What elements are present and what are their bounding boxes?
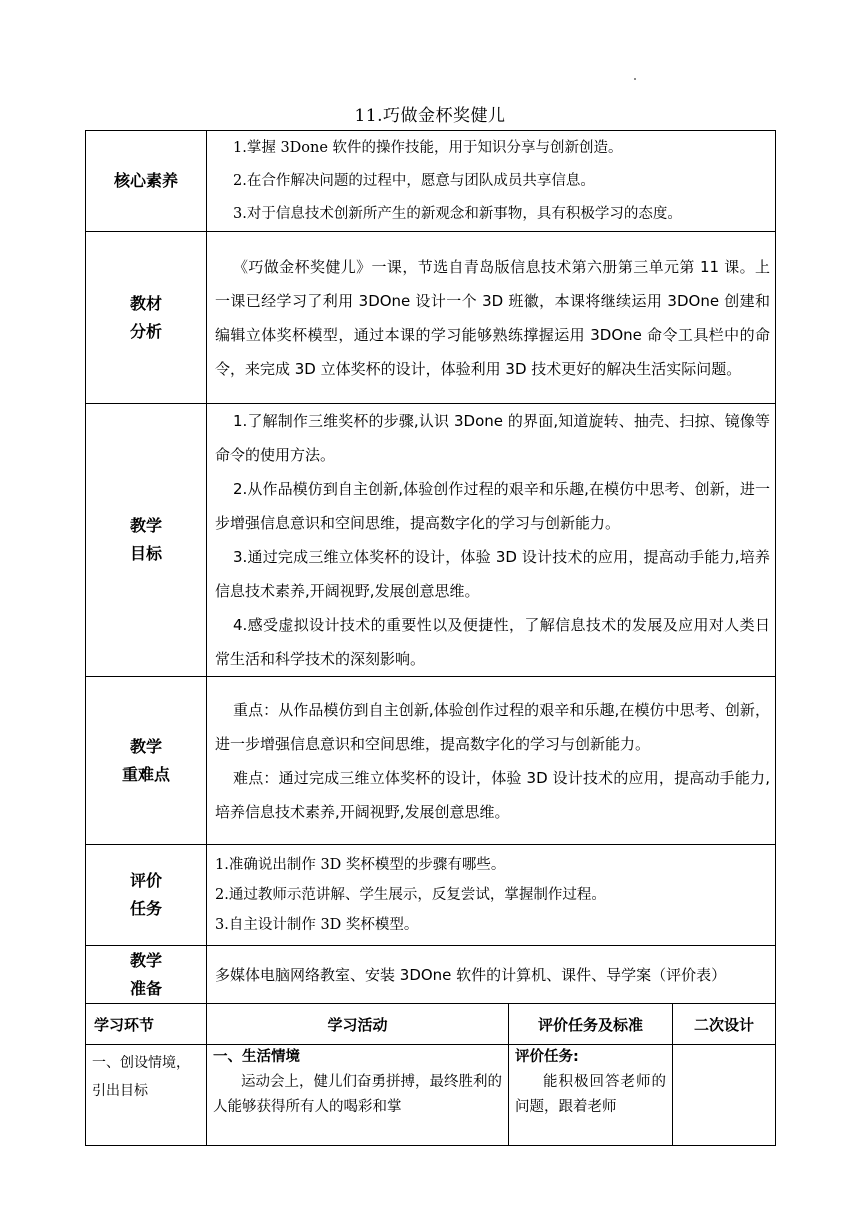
content-preparation xyxy=(207,946,776,1004)
row-preparation xyxy=(86,946,776,1004)
list-item: 重点：从作品模仿到自主创新,体验创作过程的艰辛和乐趣,在模仿中思考、创新，进一步增强信息意识和空间思维，提高数字化的学习与创新能力。 xyxy=(215,700,770,753)
label-line: 评价 xyxy=(129,871,162,890)
list-item: 3.对于信息技术创新所产生的新观念和新事物，具有积极学习的态度。 xyxy=(233,205,682,222)
stage-cell: 一、创设情境，引出目标 xyxy=(86,1045,207,1146)
list-item: 2.在合作解决问题的过程中，愿意与团队成员共享信息。 xyxy=(233,172,595,189)
paragraph: 多媒体电脑网络教室、安装 3DOne 软件的计算机、课件、导学案（评价表） xyxy=(215,965,727,984)
activity-cell xyxy=(207,1045,509,1146)
label-teaching-goals xyxy=(86,404,207,677)
list-item: 1.了解制作三维奖杯的步骤,认识 3Done 的界面,知道旋转、抽壳、扫掠、镜像等命令的使用方法。 xyxy=(215,412,770,464)
process-row xyxy=(86,1045,776,1146)
label-core-literacy xyxy=(86,131,207,232)
list-item: 难点：通过完成三维立体奖杯的设计，体验 3D 设计技术的应用，提高动手能力,培养信息技术素养,开阔视野,发展创意思维。 xyxy=(215,768,770,821)
label-line: 分析 xyxy=(129,321,162,341)
paragraph: 《巧做金杯奖健儿》一课，节选自青岛版信息技术第六册第三单元第 11 课。上一课已经学习了利用 3DOne 设计一个 3D 班徽，本课将继续运用 3DOne 创建和编辑立体奖杯模型，通过本课的学习能够熟练撑握运用 3DOne 命令工具栏中的命令，来完成 3D 立体奖杯的设计，体验利用 3D 技术更好的解决生活实际问题。 xyxy=(215,257,770,378)
label-line: 核心素养 xyxy=(113,171,178,190)
list-item: 2.从作品模仿到自主创新,体验创作过程的艰辛和乐趣,在模仿中思考、创新，进一步增强信息意识和空间思维，提高数字化的学习与创新能力。 xyxy=(215,480,770,532)
content-core-literacy xyxy=(207,131,776,232)
process-table xyxy=(85,1003,776,1146)
activity-title: 一、生活情境 xyxy=(213,1049,300,1065)
list-item: 2.通过教师示范讲解、学生展示，反复尝试，掌握制作过程。 xyxy=(215,887,606,903)
content-key-difficulty xyxy=(207,677,776,845)
label-material-analysis xyxy=(86,232,207,404)
header-activity: 学习活动 xyxy=(207,1004,509,1045)
header-evaluation: 评价任务及标准 xyxy=(509,1004,673,1045)
row-key-difficulty xyxy=(86,677,776,845)
label-preparation xyxy=(86,946,207,1004)
page-title: 11.巧做金杯奖健儿 xyxy=(354,106,506,126)
header-stage: 学习环节 xyxy=(86,1004,207,1045)
row-material-analysis xyxy=(86,232,776,404)
label-line: 教材 xyxy=(129,293,162,313)
list-item: 3.自主设计制作 3D 奖杯模型。 xyxy=(215,917,419,933)
content-evaluation-tasks xyxy=(207,845,776,946)
label-line: 任务 xyxy=(129,899,162,918)
list-item: 1.掌握 3Done 软件的操作技能，用于知识分享与创新创造。 xyxy=(233,139,623,156)
evaluation-title: 评价任务: xyxy=(515,1049,579,1065)
label-line: 教学 xyxy=(129,516,162,535)
process-header-row xyxy=(86,1004,776,1045)
list-item: 4.感受虚拟设计技术的重要性以及便捷性，了解信息技术的发展及应用对人类日常生活和科学技术的深刻影响。 xyxy=(215,616,770,668)
label-line: 目标 xyxy=(129,544,162,563)
row-teaching-goals xyxy=(86,404,776,677)
row-evaluation-tasks xyxy=(86,845,776,946)
label-line: 准备 xyxy=(129,978,162,998)
label-line: 教学 xyxy=(129,736,162,756)
evaluation-cell xyxy=(509,1045,673,1146)
list-item: 3.通过完成三维立体奖杯的设计，体验 3D 设计技术的应用，提高动手能力,培养信息技术素养,开阔视野,发展创意思维。 xyxy=(215,548,770,600)
label-evaluation-tasks xyxy=(86,845,207,946)
list-item: 1.准确说出制作 3D 奖杯模型的步骤有哪些。 xyxy=(215,857,506,873)
header-second-design: 二次设计 xyxy=(673,1004,776,1045)
evaluation-text: 能积极回答老师的问题，跟着老师 xyxy=(515,1074,666,1115)
content-material-analysis xyxy=(207,232,776,404)
scan-dot xyxy=(634,78,636,80)
label-line: 重难点 xyxy=(121,764,170,784)
activity-text: 运动会上，健儿们奋勇拼搏，最终胜利的人能够获得所有人的喝彩和掌 xyxy=(213,1074,502,1115)
lesson-info-table xyxy=(85,130,776,1004)
content-teaching-goals xyxy=(207,404,776,677)
row-core-literacy xyxy=(86,131,776,232)
label-key-difficulty xyxy=(86,677,207,845)
second-design-cell xyxy=(673,1045,776,1146)
label-line: 教学 xyxy=(129,950,162,970)
